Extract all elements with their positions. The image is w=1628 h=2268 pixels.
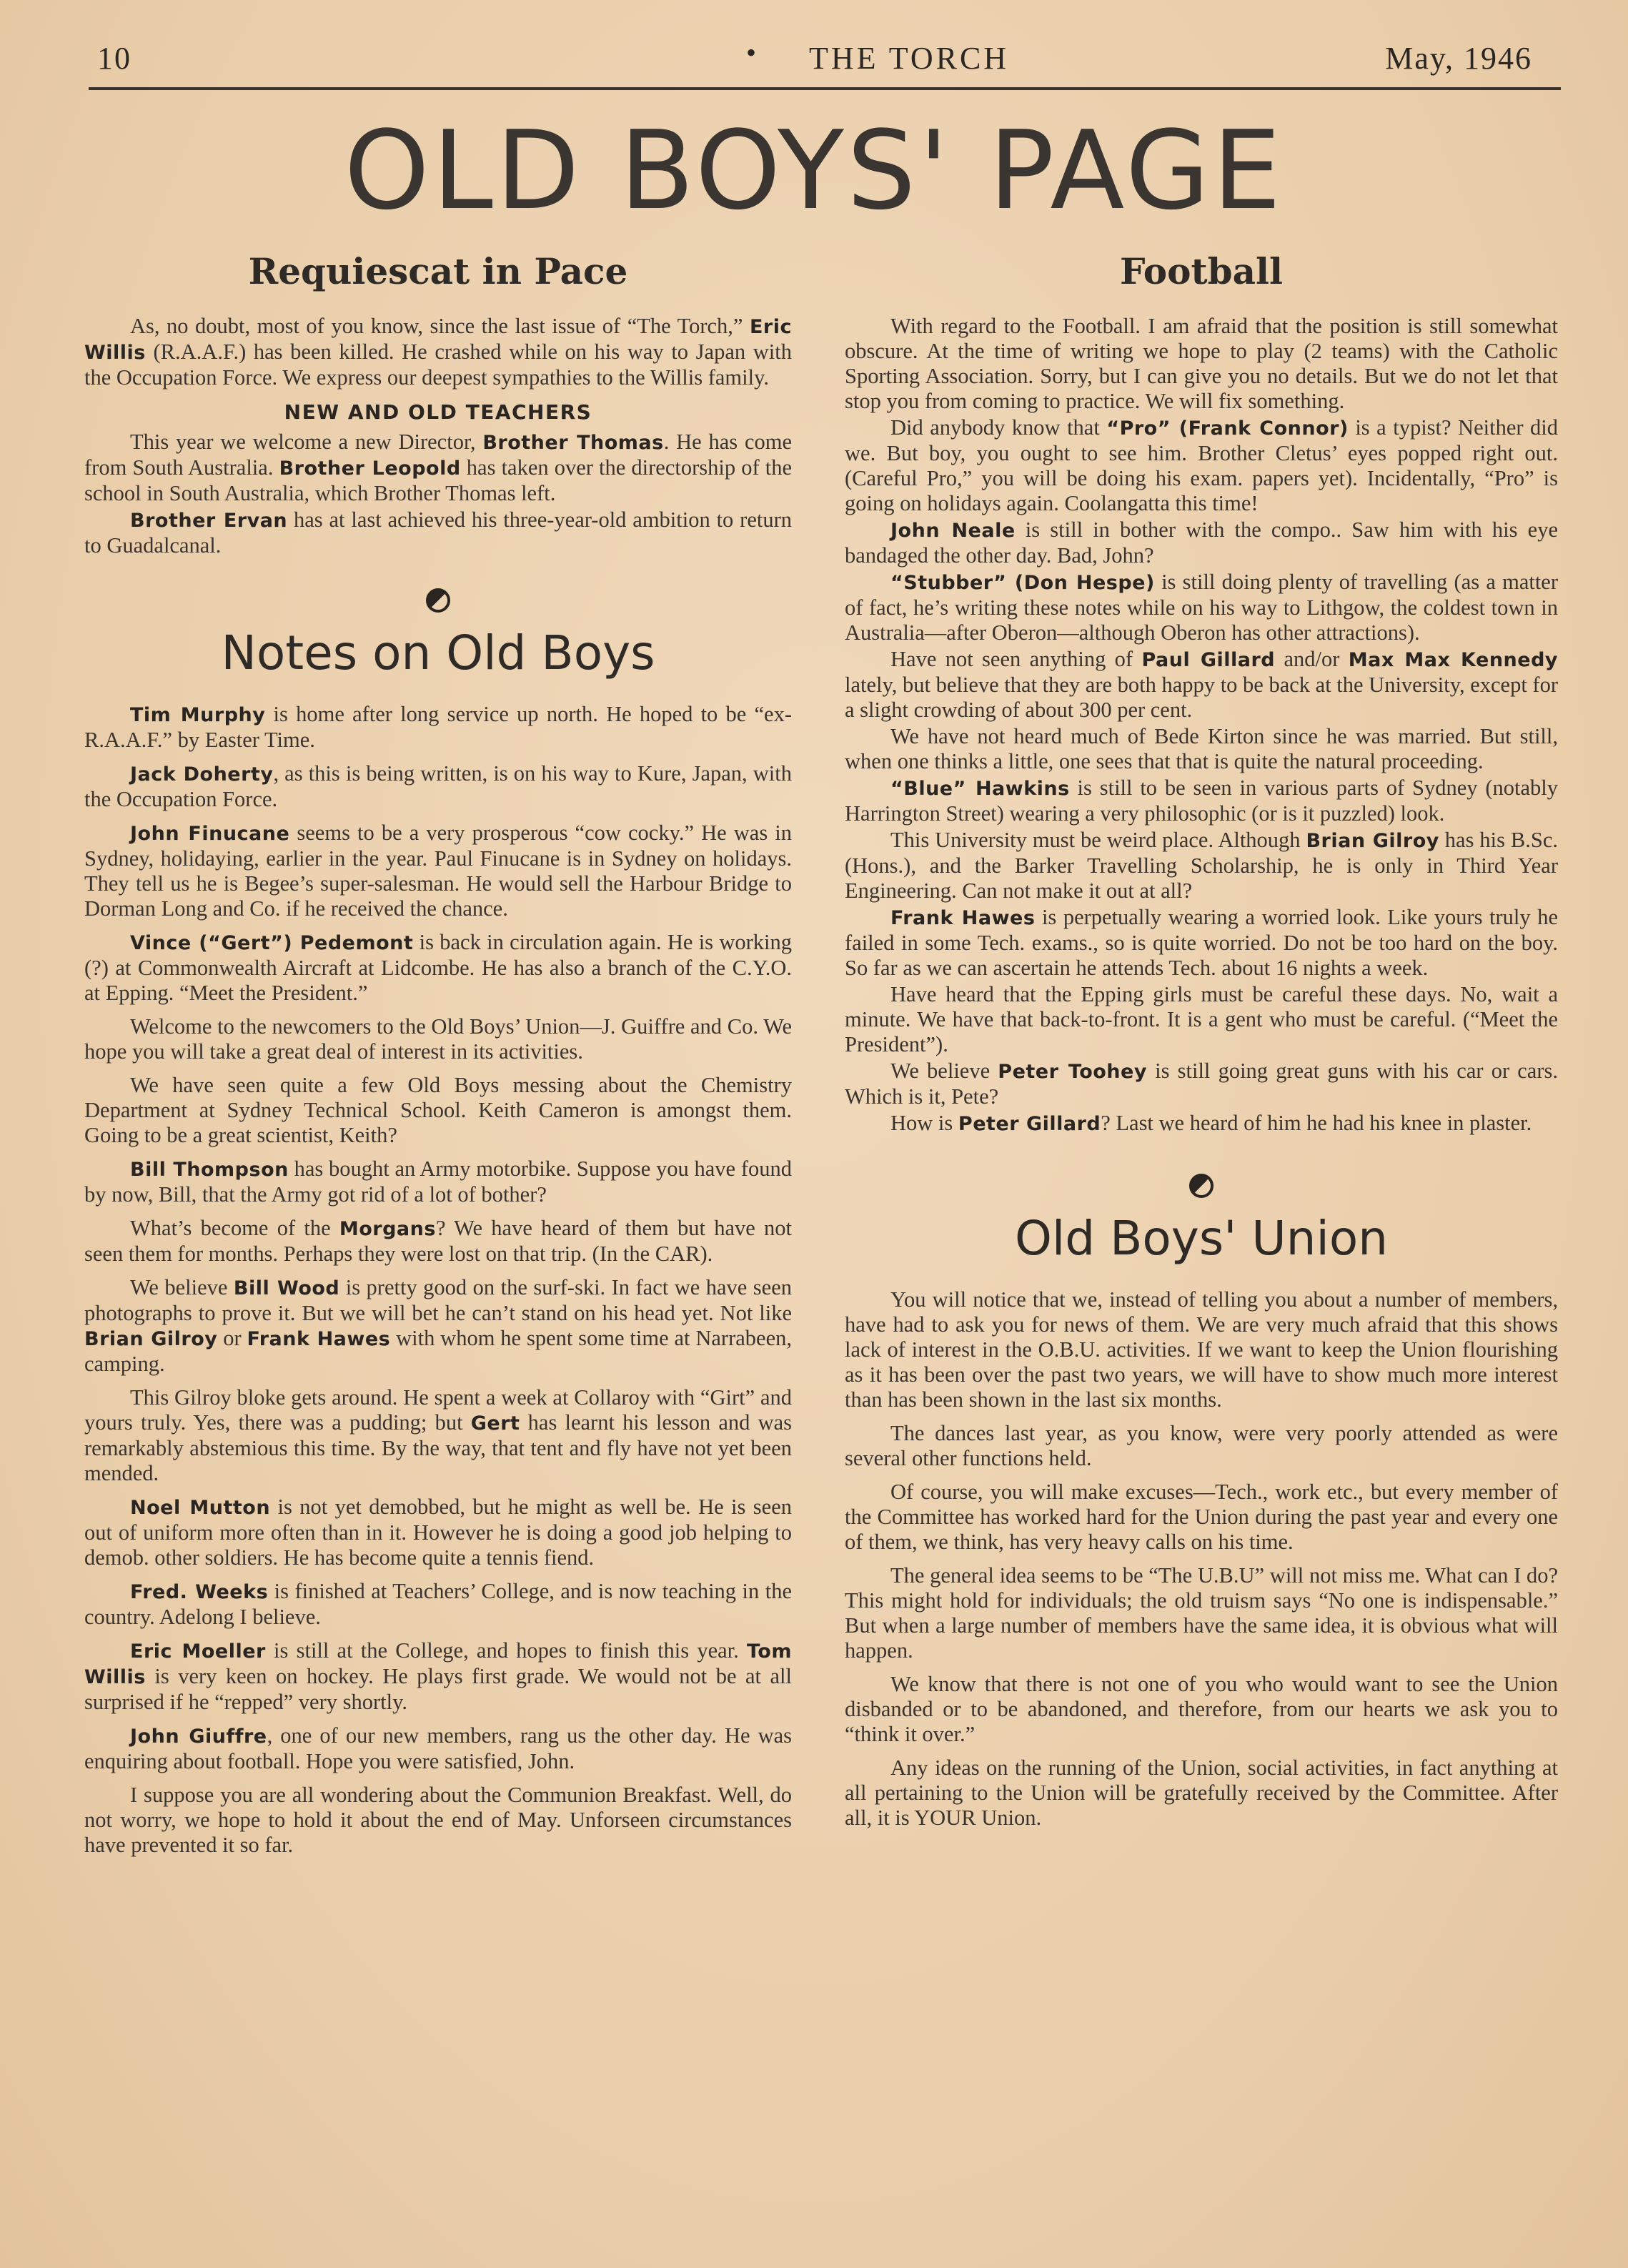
notes-paragraph xyxy=(84,1385,792,1486)
paragraph-text: is back in circulation again. He is working (?) at Commonwealth Aircraft at Lidcombe. He has also a branch of the C.Y.O. at Epping. “Meet the President.” xyxy=(84,930,793,1005)
person-name: John Giuffre xyxy=(130,1725,267,1748)
person-name: Brian Gilroy xyxy=(84,1328,218,1350)
paragraph-text: ? We have heard of them but have not seen them for months. Perhaps they were lost on that trip. (In the CAR). xyxy=(84,1216,792,1266)
requiescat-section xyxy=(84,250,792,558)
paragraph-text: , one of our new members, rang us the other day. He was enquiring about football. Hope you were satisfied, John. xyxy=(84,1723,792,1773)
teachers-paragraph xyxy=(84,430,792,506)
union-body xyxy=(845,1287,1558,1831)
paragraph-text: has bought an Army motorbike. Suppose you have found by now, Bill, that the Army got rid of a lot of bother? xyxy=(84,1157,792,1207)
union-paragraph xyxy=(845,1672,1558,1747)
notes-body xyxy=(84,702,792,1858)
paragraph-text: . He has come from South Australia. xyxy=(84,430,792,480)
paragraph-text: What’s become of the xyxy=(130,1216,339,1240)
paragraph-text: is pretty good on the surf-ski. In fact we have seen photographs to prove it. But we will bet he can’t stand on his head yet. Not like xyxy=(84,1275,792,1325)
football-paragraph xyxy=(845,314,1558,414)
union-section xyxy=(845,1211,1558,1831)
paragraph-text: The general idea seems to be “The U.B.U” will not miss me. What can I do? This might hold for individuals; the old truism says “No one is indispensable.” But when a large number of members have the same idea, it is obvious what will happen. xyxy=(845,1563,1558,1663)
paragraph-text: is a typist? Neither did we. But boy, you ought to see him. Brother Cletus’ eyes popped right out. (Careful Pro,” you will be doing his exam. papers yet). Incidentally, “Pro” is going on holidays again. Coolangatta this time! xyxy=(845,415,1558,515)
paragraph-text: The dances last year, as you know, were very poorly attended as were several other functions held. xyxy=(845,1421,1558,1470)
paragraph-text: is not yet demobbed, but he might as well be. He is seen out of uniform more often than in it. However he is doing a good job helping to demob. other soldiers. He has become quite a tennis fiend. xyxy=(84,1495,792,1570)
teachers-paragraph xyxy=(84,507,792,558)
paragraph-text: (R.A.A.F.) has been killed. He crashed while on his way to Japan with the Occupation Force. We express our deepest sympathies to the Willis family. xyxy=(84,340,792,390)
football-paragraph xyxy=(845,518,1558,568)
paragraph-text: is finished at Teachers’ College, and is now teaching in the country. Adelong I believe. xyxy=(84,1579,792,1629)
paragraph-text: Any ideas on the running of the Union, social activities, in fact anything at all pertaining to the Union will be gratefully received by the Committee. After all, it is YOUR Union. xyxy=(845,1756,1558,1830)
notes-section xyxy=(84,625,792,1858)
right-column xyxy=(845,243,1558,1839)
section-ornament-icon xyxy=(1189,1174,1213,1198)
paragraph-text: has taken over the directorship of the school in South Australia, which Brother Thomas left. xyxy=(84,455,793,505)
page-header xyxy=(89,36,1561,86)
football-paragraph xyxy=(845,570,1558,645)
person-name: Eric Moeller xyxy=(130,1640,266,1663)
notes-paragraph xyxy=(84,1638,792,1715)
person-name: Max Max Kennedy xyxy=(1348,649,1558,671)
notes-heading: Notes on Old Boys xyxy=(221,625,655,680)
paragraph-text: , as this is being written, is on his way to Kure, Japan, with the Occupation Force. xyxy=(84,761,792,811)
header-separator: • xyxy=(746,36,758,69)
paragraph-text: This Gilroy bloke gets around. He spent a week at Collaroy with “Girt” and yours truly. Yes, there was a pudding; but xyxy=(84,1385,792,1435)
paragraph-text: lately, but believe that they are both happy to be back at the University, except for a slight crowding of about 300 per cent. xyxy=(845,673,1558,722)
paragraph-text: We know that there is not one of you who would want to see the Union disbanded or to be abandoned, and therefore, from our hearts we ask you to “think it over.” xyxy=(845,1672,1558,1746)
person-name: Eric Willis xyxy=(84,316,792,364)
paragraph-text: is still going great guns with his car or cars. Which is it, Pete? xyxy=(845,1059,1558,1109)
football-paragraph xyxy=(845,415,1558,516)
paragraph-text: is still to be seen in various parts of Sydney (notably Harrington Street) wearing a very philosophic (or is it puzzled) look. xyxy=(845,776,1558,826)
notes-paragraph xyxy=(84,702,792,753)
person-name: Brother Ervan xyxy=(130,510,288,532)
paragraph-text: is still at the College, and hopes to finish this year. xyxy=(265,1638,747,1663)
paragraph-text: Of course, you will make excuses—Tech., work etc., but every member of the Committee has worked hard for the Union during the past year and every one of them, we think, has very heavy calls on his time. xyxy=(845,1480,1558,1554)
union-paragraph xyxy=(845,1563,1558,1663)
person-name: Tim Murphy xyxy=(130,704,266,726)
paragraph-text: has learnt his lesson and was remarkably abstemious this time. By the way, that tent and fly have not yet been mended. xyxy=(84,1410,792,1485)
paragraph-text: With regard to the Football. I am afraid that the position is still somewhat obscure. At the time of writing we hope to play (2 teams) with the Catholic Sporting Association. Sorry, but I can give you no details. But we do not let that stop you from coming to practice. We will fix something. xyxy=(845,314,1558,413)
football-paragraph xyxy=(845,1111,1558,1137)
paragraph-text: is perpetually wearing a worried look. Like yours truly he failed in some Tech. exams., so is quite worried. Do not be too hard on the boy. So far as we can ascertain he attends Tech. about 16 nights a week. xyxy=(845,905,1558,980)
notes-paragraph xyxy=(84,1157,792,1207)
notes-paragraph xyxy=(84,1495,792,1570)
paragraph-text: We have seen quite a few Old Boys messing about the Chemistry Department at Sydney Technical School. Keith Cameron is amongst them. Going to be a great scientist, Keith? xyxy=(84,1073,792,1147)
page-title: OLD BOYS' PAGE xyxy=(344,107,1284,234)
publication-name: THE TORCH xyxy=(809,41,1010,76)
paragraph-text: You will notice that we, instead of telling you about a number of members, have had to ask you for news of them. We are very much afraid that this shows lack of interest in the O.B.U. activities. If we want to keep the Union flourishing as it has been over the past two years, we will have to show much more interest than has been shown in the last six months. xyxy=(845,1287,1558,1412)
paragraph-text: is still doing plenty of travelling (as a matter of fact, he’s writing these notes while on his way to Lithgow, the coldest town in Australia—after Oberon—although Oberon has other attractions). xyxy=(845,570,1558,645)
notes-paragraph xyxy=(84,1073,792,1148)
paragraph-text: seems to be a very prosperous “cow cocky.” He was in Sydney, holidaying, earlier in the year. Paul Finucane is in Sydney on holidays. They tell us he is Begee’s super-salesman. He would sell the Harbour Bridge to Dorman Long and Co. if he received the chance. xyxy=(84,821,792,921)
football-paragraph xyxy=(845,1059,1558,1109)
notes-paragraph xyxy=(84,1579,792,1630)
paragraph-text: and/or xyxy=(1275,647,1349,671)
union-paragraph xyxy=(845,1421,1558,1471)
notes-paragraph xyxy=(84,1783,792,1858)
person-name: Fred. Weeks xyxy=(130,1581,269,1603)
paragraph-text: with whom he spent some time at Narrabeen, camping. xyxy=(84,1326,792,1376)
football-paragraph xyxy=(845,905,1558,981)
person-name: Vince (“Gert”) Pedemont xyxy=(130,932,414,954)
paragraph-text: is still in bother with the compo.. Saw him with his eye bandaged the other day. Bad, John? xyxy=(845,518,1558,568)
person-name: Brian Gilroy xyxy=(1306,830,1439,852)
paragraph-text: This University must be weird place. Although xyxy=(890,828,1306,852)
person-name: Bill Wood xyxy=(233,1277,340,1299)
notes-paragraph xyxy=(84,1014,792,1064)
notes-paragraph xyxy=(84,821,792,921)
paragraph-text: We believe xyxy=(130,1275,234,1299)
football-paragraph xyxy=(845,776,1558,826)
person-name: John Finucane xyxy=(130,823,290,845)
paragraph-text: We believe xyxy=(890,1059,998,1083)
paragraph-text: Welcome to the newcomers to the Old Boys’ Union—J. Guiffre and Co. We hope you will take a great deal of interest in its activities. xyxy=(84,1014,792,1064)
person-name: Brother Leopold xyxy=(279,457,461,480)
person-name: John Neale xyxy=(890,520,1016,542)
person-name: Peter Toohey xyxy=(998,1061,1147,1083)
person-name: “Pro” (Frank Connor) xyxy=(1106,417,1349,440)
issue-date: May, 1946 xyxy=(1385,41,1532,76)
teachers-subheading: NEW AND OLD TEACHERS xyxy=(284,400,592,424)
section-ornament-icon xyxy=(426,588,450,613)
paragraph-text: I suppose you are all wondering about the Communion Breakfast. Well, do not worry, we hope to hold it about the end of May. Unforseen circumstances have prevented it so far. xyxy=(84,1783,792,1857)
paragraph-text: has at last achieved his three-year-old ambition to return to Guadalcanal. xyxy=(84,507,792,558)
paragraph-text: Have heard that the Epping girls must be careful these days. No, wait a minute. We have that back-to-front. It is a gent who must be careful. (“Meet the President”). xyxy=(845,982,1558,1056)
union-paragraph xyxy=(845,1756,1558,1831)
paragraph-text: How is xyxy=(890,1111,958,1135)
person-name: Frank Hawes xyxy=(890,907,1036,929)
person-name: Tom Willis xyxy=(84,1640,792,1688)
football-paragraph xyxy=(845,828,1558,903)
notes-paragraph xyxy=(84,1216,792,1267)
union-paragraph xyxy=(845,1287,1558,1412)
notes-paragraph xyxy=(84,1723,792,1774)
person-name: Morgans xyxy=(339,1218,436,1240)
notes-paragraph xyxy=(84,930,792,1006)
paragraph-text: is very keen on hockey. He plays first grade. We would not be at all surprised if he “repped” very shortly. xyxy=(84,1664,792,1714)
person-name: Jack Doherty xyxy=(130,763,274,786)
paragraph-text: We have not heard much of Bede Kirton since he was married. But still, when one thinks a little, one sees that that is quite the natural proceeding. xyxy=(845,724,1558,773)
notes-paragraph xyxy=(84,761,792,812)
header-rule xyxy=(89,87,1561,90)
person-name: Brother Thomas xyxy=(482,432,664,454)
person-name: Paul Gillard xyxy=(1141,649,1276,671)
paragraph-text: This year we welcome a new Director, xyxy=(130,430,483,454)
page-number: 10 xyxy=(97,41,131,76)
football-paragraph xyxy=(845,647,1558,723)
union-heading: Old Boys' Union xyxy=(1014,1211,1389,1266)
football-body xyxy=(845,314,1558,1137)
person-name: Frank Hawes xyxy=(247,1328,391,1350)
person-name: “Stubber” (Don Hespe) xyxy=(890,572,1155,594)
paragraph-text: ? Last we heard of him he had his knee in plaster. xyxy=(1101,1111,1532,1135)
football-paragraph xyxy=(845,724,1558,774)
requiescat-heading: Requiescat in Pace xyxy=(248,250,628,292)
paragraph-text: or xyxy=(217,1326,247,1350)
paragraph-text: As, no doubt, most of you know, since the last issue of “The Torch,” xyxy=(130,314,750,338)
person-name: Gert xyxy=(470,1412,520,1435)
notes-paragraph xyxy=(84,1275,792,1377)
paragraph-text: Have not seen anything of xyxy=(890,647,1142,671)
paragraph-text: has his B.Sc. (Hons.), and the Barker Travelling Scholarship, he is only in Third Year Engineering. Can not make it out at all? xyxy=(845,828,1558,903)
paragraph-text: Did anybody know that xyxy=(890,415,1107,440)
person-name: Noel Mutton xyxy=(130,1497,271,1519)
person-name: Bill Thompson xyxy=(130,1159,289,1181)
union-paragraph xyxy=(845,1480,1558,1555)
paragraph-text: is home after long service up north. He hoped to be “ex-R.A.A.F.” by Easter Time. xyxy=(84,702,792,752)
football-paragraph xyxy=(845,982,1558,1057)
left-column xyxy=(84,243,792,1866)
requiescat-paragraph xyxy=(84,314,792,390)
person-name: “Blue” Hawkins xyxy=(890,778,1070,800)
football-heading: Football xyxy=(1120,250,1283,292)
person-name: Peter Gillard xyxy=(958,1113,1101,1135)
football-section xyxy=(845,250,1558,1137)
